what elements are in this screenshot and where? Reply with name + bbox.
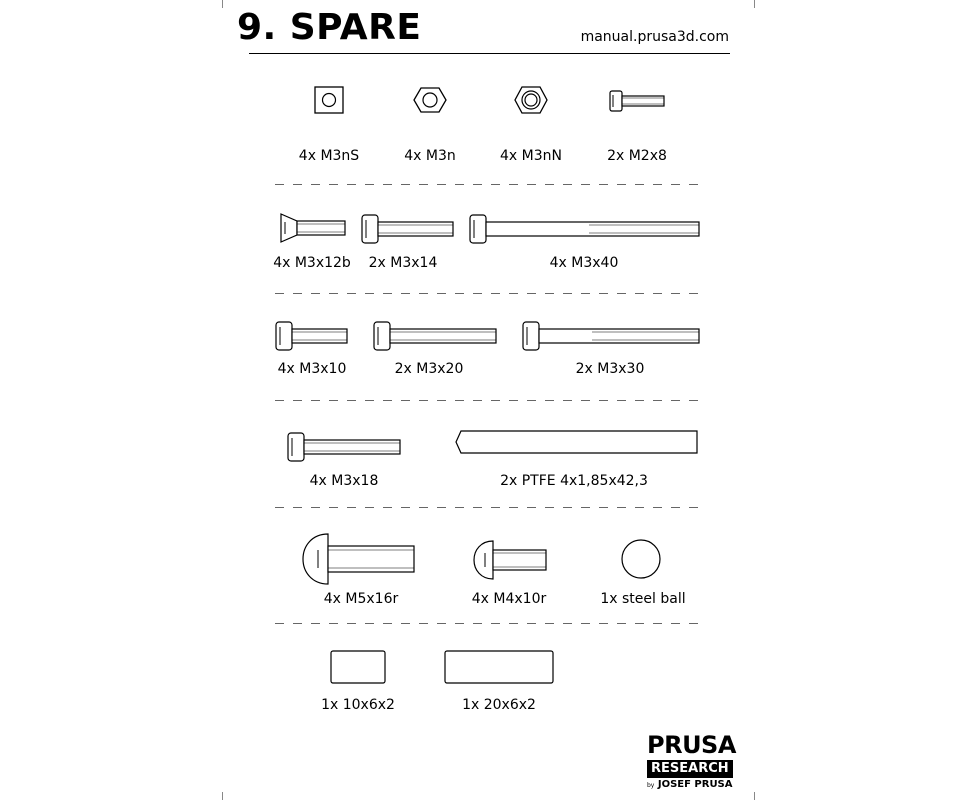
section-divider [275, 293, 702, 294]
part-label: 2x M3x20 [394, 361, 464, 377]
logo-sub: RESEARCH [647, 760, 733, 778]
socket-screw-icon [287, 432, 403, 462]
section-divider [275, 400, 702, 401]
button-head-screw-icon [473, 539, 549, 581]
part-label: 4x M3x12b [273, 255, 351, 271]
pad-icon [330, 650, 386, 684]
socket-screw-icon [361, 214, 455, 244]
part-label: 4x M3x10 [277, 361, 347, 377]
section-divider [275, 623, 702, 624]
crop-mark [222, 792, 223, 800]
part-label: 4x M3nN [500, 148, 562, 164]
socket-screw-icon [275, 321, 349, 351]
pad-icon [444, 650, 554, 684]
section-divider [275, 507, 702, 508]
hex-nut-icon [413, 87, 447, 113]
logo-byline [647, 779, 746, 792]
logo-author: JOSEF PRUSA [657, 779, 733, 790]
page-title: 9. SPARE [237, 7, 422, 48]
part-label: 1x 10x6x2 [321, 697, 395, 713]
steel-ball-icon [620, 538, 662, 580]
nyloc-nut-icon [514, 86, 548, 114]
ptfe-tube-icon [455, 430, 699, 454]
crop-mark [754, 792, 755, 800]
crop-mark [754, 0, 755, 8]
part-label: 1x steel ball [600, 591, 686, 607]
socket-screw-icon [469, 214, 702, 244]
square-nut-icon [314, 86, 344, 114]
part-label: 2x PTFE 4x1,85x42,3 [500, 473, 648, 489]
part-label: 2x M2x8 [607, 148, 667, 164]
part-label: 4x M3n [404, 148, 456, 164]
prusa-research-logo [647, 733, 746, 792]
header-rule [249, 53, 730, 54]
socket-screw-icon [373, 321, 499, 351]
part-label: 2x M3x14 [368, 255, 438, 271]
part-label: 2x M3x30 [575, 361, 645, 377]
manual-url: manual.prusa3d.com [580, 29, 729, 45]
countersunk-screw-icon [279, 212, 347, 244]
logo-by: by [647, 782, 655, 789]
socket-screw-icon [608, 90, 666, 112]
section-divider [275, 184, 702, 185]
part-label: 4x M3nS [298, 148, 360, 164]
socket-screw-icon [522, 321, 702, 351]
part-label: 4x M3x18 [309, 473, 379, 489]
button-head-screw-icon [302, 532, 416, 586]
part-label: 4x M4x10r [471, 591, 547, 607]
crop-mark [222, 0, 223, 8]
part-label: 4x M5x16r [323, 591, 399, 607]
part-label: 1x 20x6x2 [462, 697, 536, 713]
logo-brand: PRUSA [647, 731, 736, 759]
part-label: 4x M3x40 [549, 255, 619, 271]
